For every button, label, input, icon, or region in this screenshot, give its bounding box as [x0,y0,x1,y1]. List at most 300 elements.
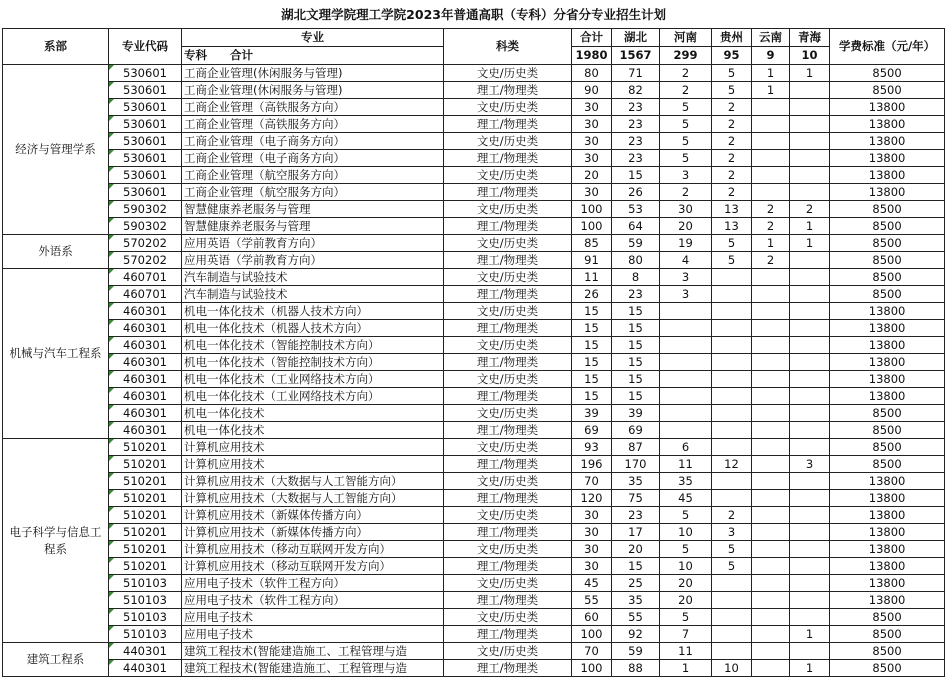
yunnan-cell[interactable] [752,541,790,558]
hubei-cell[interactable]: 15 [612,337,660,354]
henan-cell[interactable]: 7 [660,626,712,643]
code-cell[interactable]: 510201 [109,473,182,490]
henan-cell[interactable]: 1 [660,660,712,677]
code-cell[interactable]: 460301 [109,354,182,371]
hubei-cell[interactable]: 25 [612,575,660,592]
fee-cell[interactable]: 8500 [830,439,945,456]
guizhou-cell[interactable] [712,388,752,405]
category-cell[interactable]: 理工/物理类 [444,354,572,371]
hubei-cell[interactable]: 26 [612,184,660,201]
code-cell[interactable]: 530601 [109,184,182,201]
category-cell[interactable]: 理工/物理类 [444,660,572,677]
qinghai-cell[interactable] [790,320,830,337]
major-cell[interactable]: 建筑工程技术(智能建造施工、工程管理与造 [182,643,444,660]
major-cell[interactable]: 计算机应用技术（大数据与人工智能方向） [182,473,444,490]
code-cell[interactable]: 530601 [109,150,182,167]
header-henan[interactable]: 河南 [660,29,712,47]
category-cell[interactable]: 文史/历史类 [444,473,572,490]
fee-cell[interactable]: 13800 [830,575,945,592]
major-cell[interactable]: 计算机应用技术 [182,439,444,456]
guizhou-cell[interactable]: 3 [712,524,752,541]
guizhou-cell[interactable]: 2 [712,167,752,184]
fee-cell[interactable]: 13800 [830,167,945,184]
fee-cell[interactable]: 13800 [830,303,945,320]
fee-cell[interactable]: 13800 [830,371,945,388]
code-cell[interactable]: 590302 [109,218,182,235]
qinghai-cell[interactable]: 1 [790,626,830,643]
guizhou-cell[interactable]: 13 [712,201,752,218]
code-cell[interactable]: 570202 [109,252,182,269]
guizhou-cell[interactable] [712,473,752,490]
qinghai-cell[interactable] [790,609,830,626]
fee-cell[interactable]: 8500 [830,201,945,218]
total-cell[interactable]: 60 [572,609,612,626]
henan-cell[interactable]: 5 [660,133,712,150]
yunnan-cell[interactable] [752,184,790,201]
major-cell[interactable]: 机电一体化技术（机器人技术方向） [182,320,444,337]
major-cell[interactable]: 计算机应用技术（大数据与人工智能方向） [182,490,444,507]
total-cell[interactable]: 30 [572,133,612,150]
yunnan-cell[interactable] [752,354,790,371]
henan-cell[interactable]: 11 [660,643,712,660]
qinghai-cell[interactable] [790,439,830,456]
henan-cell[interactable]: 10 [660,558,712,575]
category-cell[interactable]: 理工/物理类 [444,422,572,439]
qinghai-cell[interactable] [790,184,830,201]
header-qinghai-count[interactable]: 10 [790,47,830,65]
header-code[interactable]: 专业代码 [109,29,182,65]
fee-cell[interactable]: 13800 [830,184,945,201]
henan-cell[interactable] [660,388,712,405]
yunnan-cell[interactable] [752,626,790,643]
fee-cell[interactable]: 13800 [830,337,945,354]
major-cell[interactable]: 机电一体化技术 [182,405,444,422]
guizhou-cell[interactable] [712,269,752,286]
fee-cell[interactable]: 13800 [830,473,945,490]
henan-cell[interactable]: 11 [660,456,712,473]
guizhou-cell[interactable] [712,592,752,609]
category-cell[interactable]: 理工/物理类 [444,490,572,507]
yunnan-cell[interactable] [752,490,790,507]
yunnan-cell[interactable] [752,507,790,524]
category-cell[interactable]: 文史/历史类 [444,99,572,116]
total-cell[interactable]: 70 [572,473,612,490]
code-cell[interactable]: 510103 [109,575,182,592]
henan-cell[interactable]: 5 [660,150,712,167]
major-cell[interactable]: 工商企业管理(休闲服务与管理) [182,82,444,99]
major-cell[interactable]: 应用电子技术 [182,626,444,643]
total-cell[interactable]: 11 [572,269,612,286]
header-major-sub[interactable]: 专科 合计 [182,47,444,65]
qinghai-cell[interactable]: 1 [790,218,830,235]
total-cell[interactable]: 20 [572,167,612,184]
total-cell[interactable]: 100 [572,626,612,643]
fee-cell[interactable]: 8500 [830,643,945,660]
department-cell[interactable]: 机械与汽车工程系 [3,269,109,439]
total-cell[interactable]: 30 [572,541,612,558]
major-cell[interactable]: 计算机应用技术（移动互联网开发方向） [182,541,444,558]
major-cell[interactable]: 应用电子技术（软件工程方向） [182,592,444,609]
qinghai-cell[interactable] [790,575,830,592]
hubei-cell[interactable]: 23 [612,150,660,167]
hubei-cell[interactable]: 69 [612,422,660,439]
major-cell[interactable]: 工商企业管理（航空服务方向） [182,184,444,201]
qinghai-cell[interactable] [790,354,830,371]
qinghai-cell[interactable] [790,99,830,116]
header-henan-count[interactable]: 299 [660,47,712,65]
hubei-cell[interactable]: 23 [612,99,660,116]
category-cell[interactable]: 理工/物理类 [444,592,572,609]
qinghai-cell[interactable] [790,490,830,507]
code-cell[interactable]: 460301 [109,337,182,354]
fee-cell[interactable]: 8500 [830,456,945,473]
yunnan-cell[interactable]: 2 [752,218,790,235]
yunnan-cell[interactable] [752,150,790,167]
henan-cell[interactable]: 4 [660,252,712,269]
header-dept[interactable]: 系部 [3,29,109,65]
yunnan-cell[interactable] [752,422,790,439]
code-cell[interactable]: 510201 [109,456,182,473]
yunnan-cell[interactable] [752,337,790,354]
category-cell[interactable]: 理工/物理类 [444,626,572,643]
fee-cell[interactable]: 8500 [830,660,945,677]
total-cell[interactable]: 15 [572,337,612,354]
code-cell[interactable]: 530601 [109,82,182,99]
category-cell[interactable]: 理工/物理类 [444,116,572,133]
fee-cell[interactable]: 13800 [830,354,945,371]
qinghai-cell[interactable] [790,133,830,150]
yunnan-cell[interactable] [752,575,790,592]
henan-cell[interactable] [660,320,712,337]
yunnan-cell[interactable]: 2 [752,252,790,269]
category-cell[interactable]: 文史/历史类 [444,507,572,524]
yunnan-cell[interactable] [752,371,790,388]
code-cell[interactable]: 510103 [109,609,182,626]
total-cell[interactable]: 30 [572,507,612,524]
hubei-cell[interactable]: 53 [612,201,660,218]
guizhou-cell[interactable] [712,303,752,320]
qinghai-cell[interactable] [790,524,830,541]
fee-cell[interactable]: 13800 [830,541,945,558]
guizhou-cell[interactable]: 5 [712,65,752,82]
major-cell[interactable]: 工商企业管理（电子商务方向） [182,133,444,150]
category-cell[interactable]: 文史/历史类 [444,371,572,388]
header-guizhou-count[interactable]: 95 [712,47,752,65]
fee-cell[interactable]: 13800 [830,592,945,609]
hubei-cell[interactable]: 39 [612,405,660,422]
henan-cell[interactable]: 2 [660,65,712,82]
guizhou-cell[interactable]: 2 [712,133,752,150]
hubei-cell[interactable]: 64 [612,218,660,235]
hubei-cell[interactable]: 87 [612,439,660,456]
total-cell[interactable]: 45 [572,575,612,592]
guizhou-cell[interactable]: 10 [712,660,752,677]
category-cell[interactable]: 理工/物理类 [444,558,572,575]
fee-cell[interactable]: 8500 [830,82,945,99]
qinghai-cell[interactable]: 1 [790,235,830,252]
total-cell[interactable]: 30 [572,99,612,116]
henan-cell[interactable]: 5 [660,609,712,626]
total-cell[interactable]: 69 [572,422,612,439]
major-cell[interactable]: 工商企业管理（电子商务方向） [182,150,444,167]
major-cell[interactable]: 计算机应用技术 [182,456,444,473]
category-cell[interactable]: 文史/历史类 [444,303,572,320]
department-cell[interactable]: 电子科学与信息工程系 [3,439,109,643]
guizhou-cell[interactable]: 5 [712,235,752,252]
total-cell[interactable]: 100 [572,218,612,235]
yunnan-cell[interactable] [752,524,790,541]
fee-cell[interactable]: 13800 [830,388,945,405]
header-total[interactable]: 合计 [572,29,612,47]
yunnan-cell[interactable]: 1 [752,65,790,82]
guizhou-cell[interactable]: 5 [712,252,752,269]
header-yunnan-count[interactable]: 9 [752,47,790,65]
code-cell[interactable]: 440301 [109,643,182,660]
henan-cell[interactable]: 20 [660,575,712,592]
major-cell[interactable]: 应用电子技术 [182,609,444,626]
hubei-cell[interactable]: 23 [612,133,660,150]
yunnan-cell[interactable] [752,116,790,133]
major-cell[interactable]: 应用英语（学前教育方向） [182,235,444,252]
header-guizhou[interactable]: 贵州 [712,29,752,47]
category-cell[interactable]: 文史/历史类 [444,609,572,626]
code-cell[interactable]: 460301 [109,388,182,405]
total-cell[interactable]: 85 [572,235,612,252]
guizhou-cell[interactable]: 5 [712,541,752,558]
category-cell[interactable]: 理工/物理类 [444,184,572,201]
total-cell[interactable]: 30 [572,184,612,201]
header-yunnan[interactable]: 云南 [752,29,790,47]
code-cell[interactable]: 530601 [109,133,182,150]
major-cell[interactable]: 计算机应用技术（移动互联网开发方向） [182,558,444,575]
category-cell[interactable]: 文史/历史类 [444,201,572,218]
qinghai-cell[interactable] [790,150,830,167]
category-cell[interactable]: 文史/历史类 [444,439,572,456]
total-cell[interactable]: 70 [572,643,612,660]
guizhou-cell[interactable]: 13 [712,218,752,235]
hubei-cell[interactable]: 15 [612,303,660,320]
hubei-cell[interactable]: 59 [612,235,660,252]
qinghai-cell[interactable] [790,167,830,184]
henan-cell[interactable] [660,405,712,422]
hubei-cell[interactable]: 170 [612,456,660,473]
yunnan-cell[interactable] [752,388,790,405]
code-cell[interactable]: 510201 [109,524,182,541]
fee-cell[interactable]: 8500 [830,235,945,252]
major-cell[interactable]: 应用英语（学前教育方向） [182,252,444,269]
category-cell[interactable]: 文史/历史类 [444,65,572,82]
fee-cell[interactable]: 8500 [830,609,945,626]
code-cell[interactable]: 530601 [109,116,182,133]
qinghai-cell[interactable] [790,286,830,303]
total-cell[interactable]: 93 [572,439,612,456]
category-cell[interactable]: 理工/物理类 [444,524,572,541]
henan-cell[interactable]: 3 [660,286,712,303]
hubei-cell[interactable]: 17 [612,524,660,541]
header-total-count[interactable]: 1980 [572,47,612,65]
major-cell[interactable]: 计算机应用技术（新媒体传播方向） [182,524,444,541]
qinghai-cell[interactable] [790,507,830,524]
fee-cell[interactable]: 13800 [830,150,945,167]
qinghai-cell[interactable] [790,422,830,439]
code-cell[interactable]: 510201 [109,439,182,456]
henan-cell[interactable] [660,303,712,320]
henan-cell[interactable]: 5 [660,99,712,116]
guizhou-cell[interactable] [712,439,752,456]
qinghai-cell[interactable] [790,558,830,575]
header-hubei[interactable]: 湖北 [612,29,660,47]
yunnan-cell[interactable] [752,643,790,660]
yunnan-cell[interactable] [752,303,790,320]
yunnan-cell[interactable] [752,660,790,677]
guizhou-cell[interactable] [712,626,752,643]
qinghai-cell[interactable] [790,643,830,660]
guizhou-cell[interactable] [712,354,752,371]
qinghai-cell[interactable]: 1 [790,65,830,82]
category-cell[interactable]: 理工/物理类 [444,286,572,303]
fee-cell[interactable]: 13800 [830,116,945,133]
major-cell[interactable]: 汽车制造与试验技术 [182,269,444,286]
category-cell[interactable]: 理工/物理类 [444,150,572,167]
yunnan-cell[interactable]: 1 [752,82,790,99]
henan-cell[interactable] [660,422,712,439]
qinghai-cell[interactable] [790,473,830,490]
yunnan-cell[interactable]: 2 [752,201,790,218]
total-cell[interactable]: 30 [572,150,612,167]
yunnan-cell[interactable] [752,609,790,626]
guizhou-cell[interactable] [712,609,752,626]
total-cell[interactable]: 30 [572,116,612,133]
fee-cell[interactable]: 8500 [830,405,945,422]
department-cell[interactable]: 建筑工程系 [3,643,109,677]
major-cell[interactable]: 机电一体化技术（智能控制技术方向） [182,337,444,354]
henan-cell[interactable]: 6 [660,439,712,456]
hubei-cell[interactable]: 55 [612,609,660,626]
yunnan-cell[interactable] [752,473,790,490]
guizhou-cell[interactable] [712,337,752,354]
category-cell[interactable]: 理工/物理类 [444,456,572,473]
hubei-cell[interactable]: 92 [612,626,660,643]
category-cell[interactable]: 文史/历史类 [444,643,572,660]
hubei-cell[interactable]: 23 [612,116,660,133]
major-cell[interactable]: 汽车制造与试验技术 [182,286,444,303]
fee-cell[interactable]: 13800 [830,133,945,150]
header-fee[interactable]: 学费标准（元/年） [830,29,945,65]
qinghai-cell[interactable] [790,303,830,320]
henan-cell[interactable]: 20 [660,592,712,609]
hubei-cell[interactable]: 15 [612,371,660,388]
henan-cell[interactable] [660,354,712,371]
qinghai-cell[interactable] [790,252,830,269]
header-hubei-count[interactable]: 1567 [612,47,660,65]
code-cell[interactable]: 530601 [109,167,182,184]
guizhou-cell[interactable] [712,575,752,592]
category-cell[interactable]: 文史/历史类 [444,575,572,592]
hubei-cell[interactable]: 59 [612,643,660,660]
major-cell[interactable]: 工商企业管理（高铁服务方向） [182,116,444,133]
yunnan-cell[interactable] [752,456,790,473]
code-cell[interactable]: 460701 [109,286,182,303]
qinghai-cell[interactable] [790,82,830,99]
qinghai-cell[interactable] [790,116,830,133]
henan-cell[interactable]: 2 [660,82,712,99]
henan-cell[interactable]: 30 [660,201,712,218]
fee-cell[interactable]: 8500 [830,252,945,269]
hubei-cell[interactable]: 15 [612,320,660,337]
code-cell[interactable]: 510201 [109,541,182,558]
guizhou-cell[interactable]: 2 [712,184,752,201]
fee-cell[interactable]: 13800 [830,490,945,507]
guizhou-cell[interactable]: 2 [712,150,752,167]
hubei-cell[interactable]: 88 [612,660,660,677]
henan-cell[interactable]: 20 [660,218,712,235]
qinghai-cell[interactable] [790,337,830,354]
total-cell[interactable]: 30 [572,524,612,541]
code-cell[interactable]: 510201 [109,558,182,575]
major-cell[interactable]: 机电一体化技术（机器人技术方向） [182,303,444,320]
total-cell[interactable]: 15 [572,303,612,320]
category-cell[interactable]: 理工/物理类 [444,388,572,405]
hubei-cell[interactable]: 23 [612,286,660,303]
category-cell[interactable]: 理工/物理类 [444,320,572,337]
guizhou-cell[interactable]: 12 [712,456,752,473]
yunnan-cell[interactable] [752,167,790,184]
henan-cell[interactable]: 45 [660,490,712,507]
code-cell[interactable]: 460301 [109,371,182,388]
major-cell[interactable]: 工商企业管理（高铁服务方向） [182,99,444,116]
fee-cell[interactable]: 8500 [830,626,945,643]
henan-cell[interactable]: 3 [660,167,712,184]
qinghai-cell[interactable] [790,371,830,388]
category-cell[interactable]: 文史/历史类 [444,167,572,184]
total-cell[interactable]: 80 [572,65,612,82]
fee-cell[interactable]: 8500 [830,269,945,286]
code-cell[interactable]: 460701 [109,269,182,286]
major-cell[interactable]: 机电一体化技术 [182,422,444,439]
yunnan-cell[interactable] [752,558,790,575]
category-cell[interactable]: 文史/历史类 [444,337,572,354]
code-cell[interactable]: 510103 [109,592,182,609]
fee-cell[interactable]: 13800 [830,524,945,541]
yunnan-cell[interactable] [752,405,790,422]
fee-cell[interactable]: 13800 [830,320,945,337]
major-cell[interactable]: 智慧健康养老服务与管理 [182,201,444,218]
major-cell[interactable]: 智慧健康养老服务与管理 [182,218,444,235]
major-cell[interactable]: 计算机应用技术（新媒体传播方向） [182,507,444,524]
henan-cell[interactable]: 19 [660,235,712,252]
header-category[interactable]: 科类 [444,29,572,65]
code-cell[interactable]: 530601 [109,65,182,82]
henan-cell[interactable]: 5 [660,507,712,524]
department-cell[interactable]: 外语系 [3,235,109,269]
total-cell[interactable]: 100 [572,201,612,218]
guizhou-cell[interactable] [712,320,752,337]
major-cell[interactable]: 机电一体化技术（工业网络技术方向） [182,371,444,388]
yunnan-cell[interactable] [752,269,790,286]
guizhou-cell[interactable]: 2 [712,99,752,116]
major-cell[interactable]: 应用电子技术（软件工程方向） [182,575,444,592]
total-cell[interactable]: 15 [572,320,612,337]
henan-cell[interactable]: 10 [660,524,712,541]
yunnan-cell[interactable] [752,320,790,337]
yunnan-cell[interactable] [752,99,790,116]
code-cell[interactable]: 510201 [109,507,182,524]
fee-cell[interactable]: 8500 [830,286,945,303]
guizhou-cell[interactable]: 5 [712,82,752,99]
total-cell[interactable]: 15 [572,371,612,388]
total-cell[interactable]: 39 [572,405,612,422]
yunnan-cell[interactable] [752,286,790,303]
